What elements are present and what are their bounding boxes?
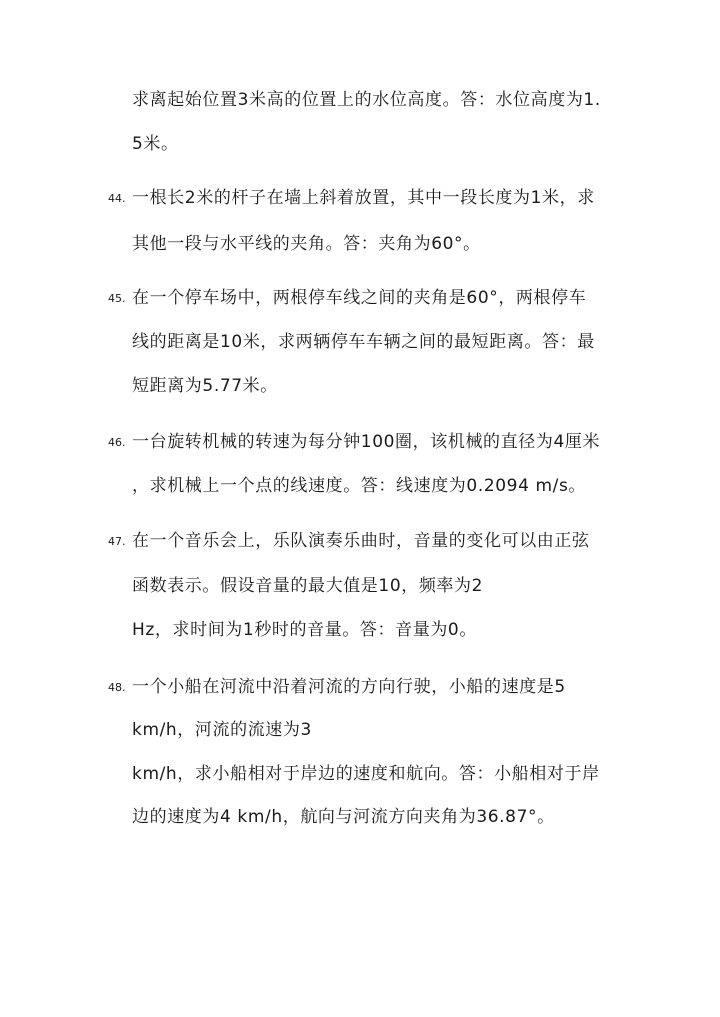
text-line: 其他一段与水平线的夹角。答：夹角为60°。	[132, 234, 481, 254]
text-line: 函数表示。假设音量的最大值是10，频率为2	[132, 576, 484, 596]
text-line: ，求机械上一个点的线速度。答：线速度为0.2094 m/s。	[132, 476, 587, 496]
text-line: 线的距离是10米，求两辆停车车辆之间的最短距离。答：最	[132, 332, 595, 352]
question-number: 44.	[108, 192, 126, 205]
text-line: 一根长2米的杆子在墙上斜着放置，其中一段长度为1米，求	[132, 188, 595, 208]
text-line: 求离起始位置3米高的位置上的水位高度。答：水位高度为1.	[132, 90, 601, 110]
text-line: 短距离为5.77米。	[132, 376, 278, 396]
text-line: 在一个停车场中，两根停车线之间的夹角是60°，两根停车	[132, 288, 587, 308]
text-line: Hz，求时间为1秒时的音量。答：音量为0。	[132, 620, 477, 640]
text-line: 一个小船在河流中沿着河流的方向行驶，小船的速度是5	[132, 677, 566, 697]
text-line: km/h，求小船相对于岸边的速度和航向。答：小船相对于岸	[132, 764, 600, 784]
question-number: 48.	[108, 681, 126, 694]
text-line: 5米。	[132, 134, 179, 154]
text-line: 边的速度为4 km/h，航向与河流方向夹角为36.87°。	[132, 807, 555, 827]
question-number: 45.	[108, 292, 126, 305]
question-number: 47.	[108, 535, 126, 548]
text-line: km/h，河流的流速为3	[132, 720, 312, 740]
text-line: 在一个音乐会上，乐队演奏乐曲时，音量的变化可以由正弦	[132, 531, 590, 551]
text-line: 一台旋转机械的转速为每分钟100圈，该机械的直径为4厘米	[132, 432, 601, 452]
question-number: 46.	[108, 436, 126, 449]
